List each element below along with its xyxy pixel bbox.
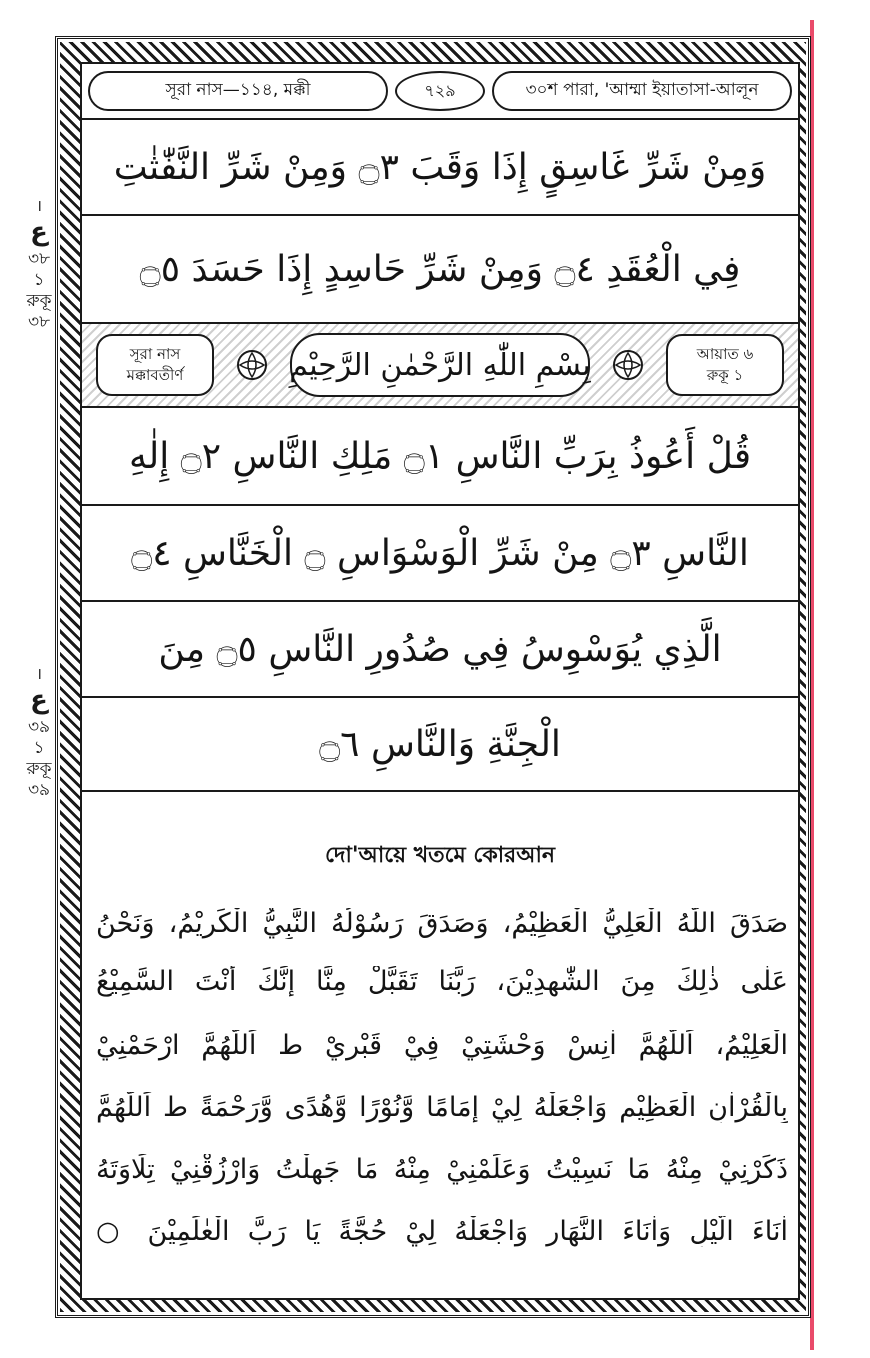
verse-line: النَّاسِ ۝٣ مِنْ شَرِّ الْوَسْوَاسِ ۝ الْخَنَّاسِ ۝٤ [82, 504, 798, 600]
margin-dash: । [35, 196, 43, 215]
ruku-margin-mark [18, 664, 60, 802]
revelation-label: মক্কাবতীর্ণ [126, 366, 184, 384]
margin-number: ৩৮ [27, 312, 51, 333]
ruku-margin-mark [18, 196, 60, 334]
dua-line: بِالْقُرْاٰنِ الْعَظِيْمِ وَاجْعَلْهُ لِيْ إِمَامًا وَّنُوْرًا وَّهُدًى وَّرَحْمَةً ط اَللّٰهُمَّ [96, 1092, 788, 1123]
bismillah: بِسْمِ اللّٰهِ الرَّحْمٰنِ الرَّحِيْمِ [290, 333, 590, 397]
dua-line: اٰنَاءَ الَّيْلِ وَاٰنَاءَ النَّهَارِ وَاجْعَلْهُ لِيْ حُجَّةً يَا رَبَّ الْعٰلَمِيْنَ ○ [96, 1216, 788, 1247]
page-number: ৭২৯ [395, 71, 485, 111]
ain-symbol: ع [30, 217, 48, 247]
margin-dash: । [35, 664, 43, 683]
verse-line: الْجِنَّةِ وَالنَّاسِ ۝٦ [82, 696, 798, 792]
floral-ornament-icon [608, 345, 648, 385]
margin-ruku-label: রুকূ [26, 759, 52, 779]
surah-header-label: সূরা নাস—১১৪, মক্কী [88, 71, 388, 111]
margin-number: ৩৮ [27, 248, 51, 269]
verse-line: قُلْ أَعُوذُ بِرَبِّ النَّاسِ ۝١ مَلِكِ النَّاسِ ۝٢ إِلٰهِ [82, 406, 798, 504]
ayat-count-label: আয়াত ৬ [696, 345, 754, 363]
dua-line: ذَكِّرْنِيْ مِنْهُ مَا نَسِيْتُ وَعَلِّمْنِيْ مِنْهُ مَا جَهِلْتُ وَارْزُقْنِيْ تِلَاوَتَهُ [96, 1154, 788, 1185]
margin-number: ১ [33, 269, 45, 290]
surah-info-box [96, 334, 214, 396]
dua-line: الْعَلِيْمُ، اَللّٰهُمَّ اٰنِسْ وَحْشَتِيْ فِيْ قَبْرِيْ ط اَللّٰهُمَّ ارْحَمْنِيْ [96, 1030, 788, 1061]
dua-line: عَلٰى ذٰلِكَ مِنَ الشّٰهِدِيْنَ، رَبَّنَا تَقَبَّلْ مِنَّا إِنَّكَ أَنْتَ السَّمِيْعُ [96, 966, 788, 997]
margin-number: ৩৯ [27, 780, 51, 801]
surah-name-label: সূরা নাস [129, 345, 181, 363]
ayat-count-box [666, 334, 784, 396]
margin-number: ৩৯ [27, 716, 51, 737]
page-header [82, 64, 798, 118]
margin-ruku-label: রুকূ [26, 291, 52, 311]
dua-line: صَدَقَ اللّٰهُ الْعَلِيُّ الْعَظِيْمُ، وَصَدَقَ رَسُوْلُهُ النَّبِيُّ الْكَرِيْمُ، وَنَحْنُ [96, 908, 788, 939]
verse-line: فِي الْعُقَدِ ۝٤ وَمِنْ شَرِّ حَاسِدٍ إِذَا حَسَدَ ۝٥ [82, 214, 798, 322]
para-header-label: ৩০শ পারা, 'আম্মা ইয়াতাসা-আলূন [492, 71, 792, 111]
ruku-count-label: রুকূ ১ [706, 366, 744, 384]
margin-number: ১ [33, 737, 45, 758]
floral-ornament-icon [232, 345, 272, 385]
surah-banner [82, 322, 798, 406]
verse-line: الَّذِي يُوَسْوِسُ فِي صُدُورِ النَّاسِ ۝٥ مِنَ [82, 600, 798, 696]
ain-symbol: ع [30, 685, 48, 715]
verse-line: وَمِنْ شَرِّ غَاسِقٍ إِذَا وَقَبَ ۝٣ وَمِنْ شَرِّ النَّفّٰثٰتِ [82, 118, 798, 214]
dua-title: দো'আয়ে খতমে কোরআন [325, 843, 555, 868]
